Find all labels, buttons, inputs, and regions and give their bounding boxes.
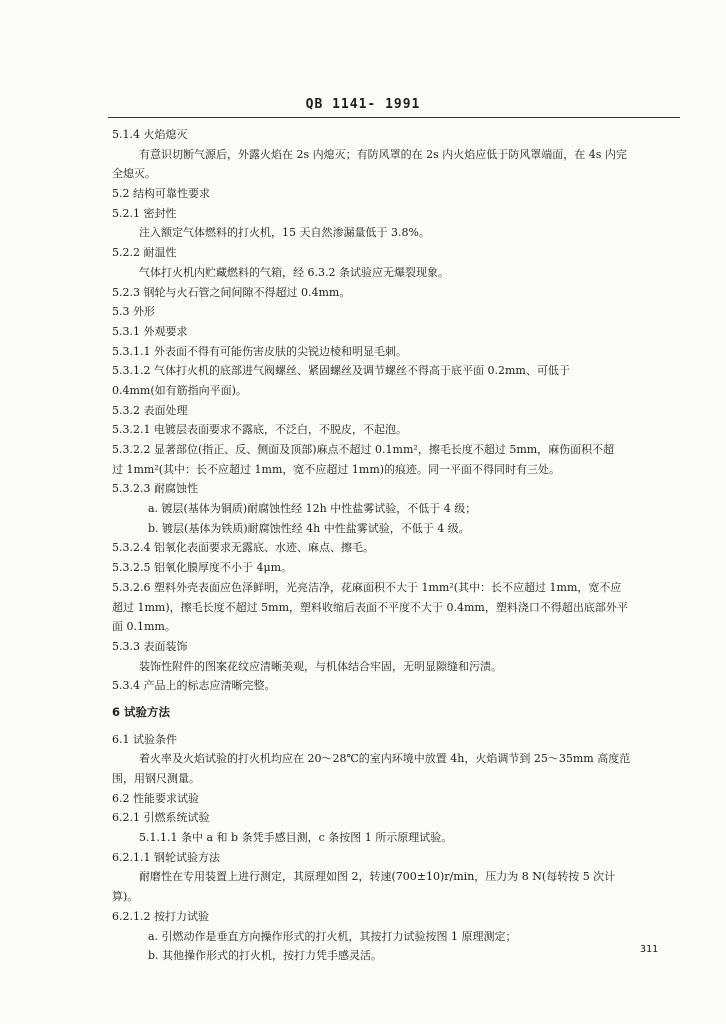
paragraph-text: 全熄灭。 <box>112 167 156 181</box>
clause-heading: 5.1.4 火焰熄灭 <box>112 128 188 141</box>
list-item: b. 镀层(基体为铁质)耐腐蚀性经 4h 中性盐雾试验，不低于 4 级。 <box>148 521 470 535</box>
clause-heading: 5.3.2.4 铝氧化表面要求无露底、水迹、麻点、擦毛。 <box>112 541 374 555</box>
list-item: a. 镀层(基体为铜质)耐腐蚀性经 12h 中性盐雾试验，不低于 4 级； <box>148 502 477 516</box>
clause-heading: 5.3.4 产品上的标志应清晰完整。 <box>112 679 276 693</box>
clause-heading: 6.1 试验条件 <box>112 732 177 746</box>
spacer <box>112 723 684 730</box>
list-item: a. 引燃动作是垂直方向操作形式的打火机，其按打力试验按图 1 原理测定； <box>148 929 517 943</box>
clause-heading: 5.3.1 外观要求 <box>112 324 188 338</box>
paragraph-text: 算)。 <box>112 890 139 904</box>
page-number: 311 <box>640 944 659 955</box>
paragraph-text: 过 1mm²(其中：长不应超过 1mm，宽不应超过 1mm)的痕迹。同一平面不得同时有三处。 <box>112 462 561 476</box>
clause-heading: 5.3.1.2 气体打火机的底部进气阀螺丝、紧固螺丝及调节螺丝不得高于底平面 0.2mm、可低于 <box>112 364 570 378</box>
clause-heading: 6.2.1 引燃系统试验 <box>112 811 210 825</box>
clause-heading: 5.2.3 钢轮与火石管之间间隙不得超过 0.4mm。 <box>112 285 351 299</box>
paragraph-text: 面 0.1mm。 <box>112 620 176 634</box>
clause-heading: 5.3.2.3 耐腐蚀性 <box>112 482 198 496</box>
clause-heading: 6.2 性能要求试验 <box>112 791 199 805</box>
clause-heading: 5.3.2.1 电镀层表面要求不露底，不泛白，不脱皮，不起泡。 <box>112 423 407 437</box>
clause-heading: 5.2.2 耐温性 <box>112 246 177 260</box>
paragraph-text: 有意识切断气源后，外露火焰在 2s 内熄灭；有防风罩的在 2s 内火焰应低于防风罩端面，在 4s 内完 <box>139 147 627 161</box>
clause-heading: 5.3.3 表面装饰 <box>112 639 188 653</box>
paragraph-text: 装饰性附件的图案花纹应清晰美观，与机体结合牢固，无明显隙缝和污渍。 <box>139 659 502 673</box>
clause-heading: 5.3.1.1 外表面不得有可能伤害皮肤的尖锐边棱和明显毛刺。 <box>112 344 407 358</box>
paragraph-text: 5.1.1.1 条中 a 和 b 条凭手感目测，c 条按图 1 所示原理试验。 <box>139 831 453 845</box>
list-item: b. 其他操作形式的打火机，按打力凭手感灵活。 <box>148 949 383 963</box>
clause-heading: 5.3.2.6 塑料外壳表面应色泽鲜明，光亮洁净，花麻面积不大于 1mm²(其中：长不应超过 1mm，宽不应 <box>112 580 622 594</box>
clause-heading: 5.2.1 密封性 <box>112 206 177 220</box>
clause-heading: 5.3.2.2 显著部位(指正、反、侧面及顶部)麻点不超过 0.1mm²，擦毛长度不超过 5mm，麻伤面积不超 <box>112 443 615 456</box>
paragraph-text: 着火率及火焰试验的打火机均应在 20～28℃的室内环境中放置 4h，火焰调节到 25～35mm 高度范 <box>139 752 631 766</box>
paragraph-text: 注入额定气体燃料的打火机，15 天自然渗漏量低于 3.8%。 <box>139 226 430 240</box>
clause-heading: 5.3.2 表面处理 <box>112 403 188 417</box>
clause-heading: 5.3.2.5 铝氧化膜厚度不小于 4μm。 <box>112 561 293 575</box>
header-rule <box>108 117 680 118</box>
page-header: QB 1141- 1991 <box>305 97 421 112</box>
clause-heading: 5.3 外形 <box>112 305 155 319</box>
spacer <box>112 696 684 703</box>
paragraph-text: 耐磨性在专用装置上进行测定，其原理如图 2，转速(700±10)r/min，压力为 8 N(每转按 5 次计 <box>139 870 616 884</box>
document-body <box>112 125 684 966</box>
paragraph-text: 气体打火机内贮藏燃料的气箱，经 6.3.2 条试验应无爆裂现象。 <box>139 265 449 279</box>
paragraph-text: 0.4mm(如有筋指向平面)。 <box>112 383 247 397</box>
paragraph-text: 超过 1mm)，擦毛长度不超过 5mm，塑料收缩后表面不平度不大于 0.4mm，塑料浇口不得超出底部外平 <box>112 600 628 614</box>
section-heading: 6 试验方法 <box>112 704 171 719</box>
paragraph-text: 围，用钢尺测量。 <box>112 772 200 785</box>
clause-heading: 5.2 结构可靠性要求 <box>112 187 210 201</box>
clause-heading: 6.2.1.1 钢轮试验方法 <box>112 850 220 864</box>
clause-heading: 6.2.1.2 按打力试验 <box>112 909 209 923</box>
